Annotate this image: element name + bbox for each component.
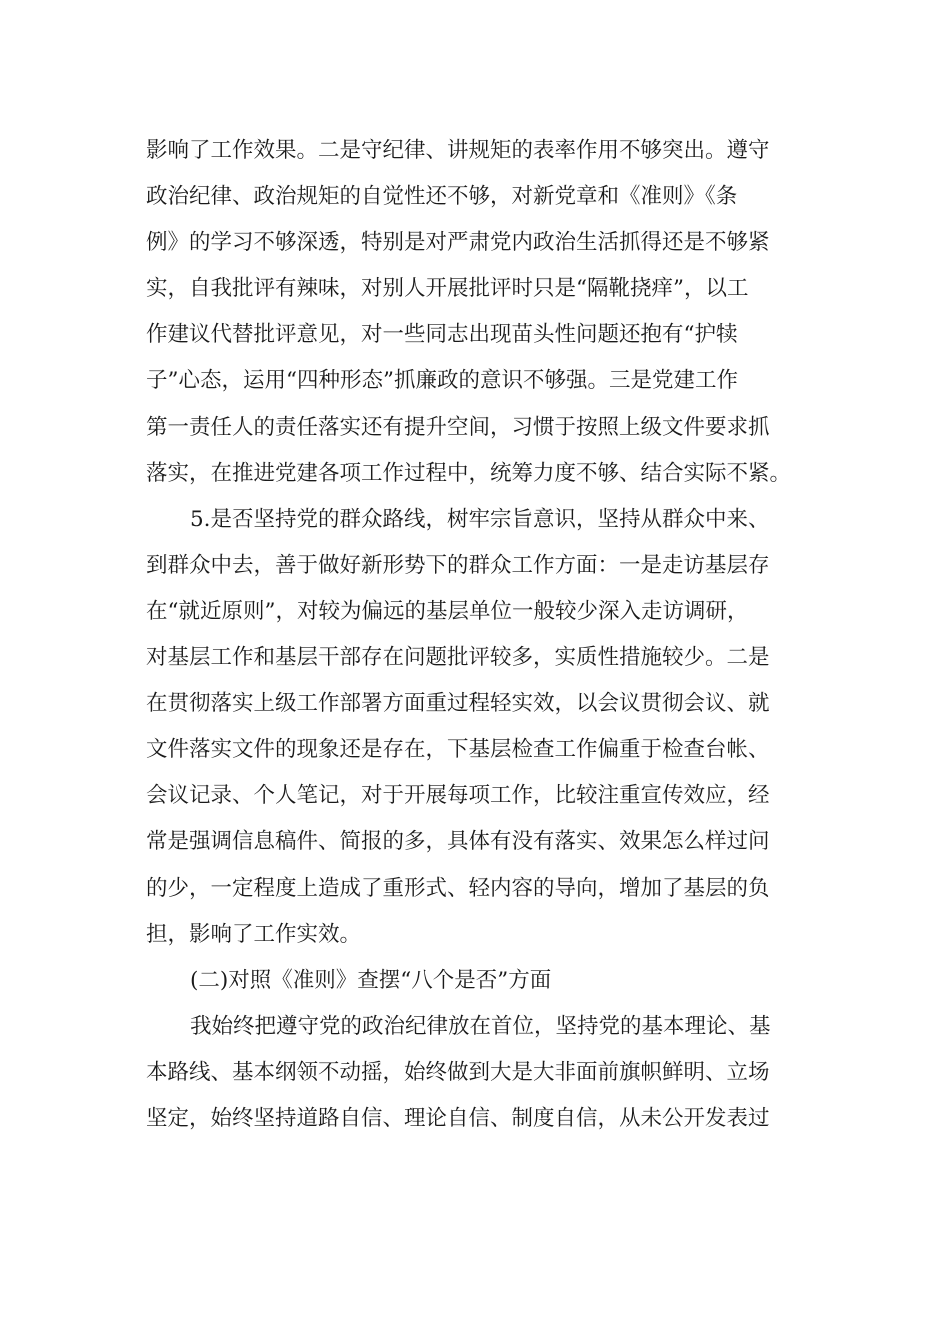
text-line: 在“就近原则”，对较为偏远的基层单位一般较少深入走访调研， (146, 598, 749, 624)
text-line: 坚定，始终坚持道路自信、理论自信、制度自信，从未公开发表过 (146, 1105, 770, 1131)
text-line: 到群众中去，善于做好新形势下的群众工作方面：一是走访基层存 (146, 552, 770, 578)
text-line: 子”心态，运用“四种形态”抓廉政的意识不够强。三是党建工作 (146, 368, 738, 394)
text-line: 作建议代替批评意见，对一些同志出现苗头性问题还抱有“护犊 (146, 322, 738, 348)
text-line: 文件落实文件的现象还是存在，下基层检查工作偏重于检查台帐、 (146, 737, 770, 763)
text-line: 本路线、基本纲领不动摇，始终做到大是大非面前旗帜鲜明、立场 (146, 1059, 770, 1085)
text-line: 担，影响了工作实效。 (146, 921, 362, 947)
paragraph-start-line: 5.是否坚持党的群众路线，树牢宗旨意识，坚持从群众中来、 (190, 506, 770, 532)
text-line: 实，自我批评有辣味，对别人开展批评时只是“隔靴挠痒”，以工 (146, 276, 749, 302)
text-line: 第一责任人的责任落实还有提升空间，习惯于按照上级文件要求抓 (146, 414, 770, 440)
paragraph-start-line: 我始终把遵守党的政治纪律放在首位，坚持党的基本理论、基 (190, 1013, 771, 1039)
text-line: 会议记录、个人笔记，对于开展每项工作，比较注重宣传效应，经 (146, 783, 770, 809)
text-line: 常是强调信息稿件、简报的多，具体有没有落实、效果怎么样过问 (146, 829, 770, 855)
document-body (146, 128, 806, 1142)
text-line: 在贯彻落实上级工作部署方面重过程轻实效，以会议贯彻会议、就 (146, 691, 770, 717)
text-line: 对基层工作和基层干部存在问题批评较多，实质性措施较少。二是 (146, 645, 770, 671)
text-line: 政治纪律、政治规矩的自觉性还不够，对新党章和《准则》《条 (146, 184, 738, 210)
text-line: 的少，一定程度上造成了重形式、轻内容的导向，增加了基层的负 (146, 875, 770, 901)
text-line: 影响了工作效果。二是守纪律、讲规矩的表率作用不够突出。遵守 (146, 138, 770, 163)
text-line: 例》的学习不够深透，特别是对严肃党内政治生活抓得还是不够紧 (146, 230, 770, 256)
section-heading: (二)对照《准则》查摆“八个是否”方面 (190, 967, 552, 993)
text-line: 落实，在推进党建各项工作过程中，统筹力度不够、结合实际不紧。 (146, 460, 792, 486)
